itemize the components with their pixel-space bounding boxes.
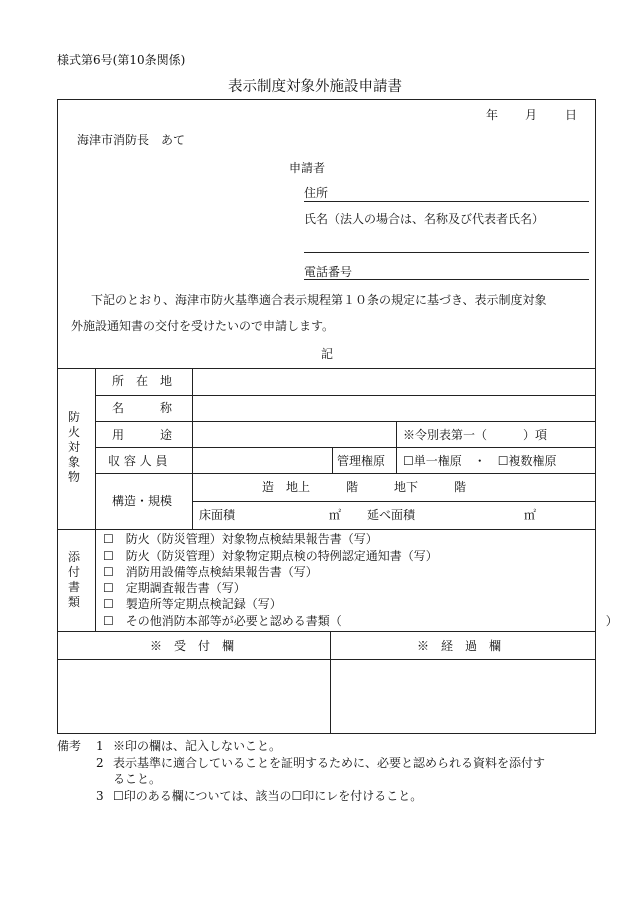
attachment-item-label: 定期調査報告書（写）	[125, 581, 246, 595]
checkbox-icon[interactable]: ☐	[103, 597, 114, 611]
remark-text-continued: ること。	[113, 772, 162, 786]
use-label: 用 途	[112, 428, 173, 442]
document-title: 表示制度対象外施設申請書	[228, 79, 402, 95]
attachments-label: 添付書類	[67, 550, 80, 609]
attach-label-divider	[95, 529, 96, 632]
structure-label: 構造・規模	[112, 494, 173, 508]
attachment-item[interactable]	[103, 533, 378, 545]
name-field-line[interactable]	[304, 252, 589, 253]
progress-header: ※ 経 過 欄	[417, 639, 502, 653]
progress-field[interactable]	[331, 660, 595, 733]
occupants-label: 収 容 人 員	[108, 454, 168, 468]
remarks-label: 備考	[57, 739, 82, 753]
date-day[interactable]: 日	[565, 108, 578, 122]
floor-area-label: 床面積	[199, 508, 236, 522]
row-line	[95, 395, 596, 396]
address-label: 住所	[304, 186, 329, 200]
phone-label: 電話番号	[304, 265, 353, 279]
attachment-item[interactable]	[103, 582, 246, 594]
attachment-item[interactable]	[103, 566, 318, 578]
body-text-line1: 下記のとおり、海津市防火基準適合表示規程第１０条の規定に基づき、表示制度対象	[91, 293, 547, 307]
checkbox-icon[interactable]: ☐	[103, 581, 114, 595]
attachment-item[interactable]	[103, 598, 282, 610]
row-line	[95, 421, 596, 422]
authority-options[interactable]: ☐単一権原 ・ ☐複数権原	[403, 454, 557, 468]
cell-divider	[396, 421, 397, 473]
reception-header: ※ 受 付 欄	[150, 639, 235, 653]
attachment-item-label: 防火（防災管理）対象物定期点検の特例認定通知書（写）	[125, 549, 438, 563]
structure-detail: 造 地上 階 地下 階	[262, 480, 467, 494]
row-line	[192, 501, 596, 502]
date-month[interactable]: 月	[525, 108, 538, 122]
fire-label-divider	[95, 368, 96, 530]
total-area-label: 延べ面積	[367, 508, 416, 522]
attachment-item-label: 防火（防災管理）対象物点検結果報告書（写）	[125, 532, 378, 546]
address-field-line[interactable]	[304, 201, 589, 202]
floor-area-unit: ㎡	[329, 508, 342, 522]
attachment-item[interactable]	[103, 615, 618, 627]
remark-text: ※印の欄は、記入しないこと。	[113, 739, 282, 753]
form-code: 様式第6号(第10条関係)	[57, 53, 186, 67]
checkbox-icon[interactable]: ☐	[103, 549, 114, 563]
remark-text: ☐印のある欄については、該当の☐印にレを付けること。	[113, 789, 423, 803]
remark-number: 3	[96, 789, 104, 803]
row-label-divider	[192, 368, 193, 530]
name-label: 氏名（法人の場合は、名称及び代表者氏名）	[304, 212, 545, 226]
reception-field[interactable]	[58, 660, 329, 733]
use-note: ※令別表第一（ ）項	[403, 428, 548, 442]
checkbox-icon[interactable]: ☐	[103, 565, 114, 579]
applicant-label: 申請者	[289, 161, 326, 175]
total-area-unit: ㎡	[524, 508, 537, 522]
remark-number: 1	[96, 739, 104, 753]
attachment-item-label: その他消防本部等が必要と認める書類（ ）	[125, 614, 618, 628]
addressee: 海津市消防長 あて	[77, 133, 186, 147]
ki-heading: 記	[321, 347, 334, 361]
row-line	[95, 473, 596, 474]
location-label: 所 在 地	[112, 374, 173, 388]
phone-field-line[interactable]	[304, 279, 589, 280]
row-line	[95, 447, 596, 448]
checkbox-icon[interactable]: ☐	[103, 532, 114, 546]
remark-text: 表示基準に適合していることを証明するために、必要と認められる資料を添付す	[113, 756, 546, 770]
name-row-label: 名 称	[112, 401, 173, 415]
cell-divider	[332, 447, 333, 473]
checkbox-icon[interactable]: ☐	[103, 614, 114, 628]
date-year[interactable]: 年	[486, 108, 499, 122]
authority-label: 管理権原	[337, 454, 386, 468]
attachment-item[interactable]	[103, 550, 438, 562]
attachment-item-label: 消防用設備等点検結果報告書（写）	[125, 565, 318, 579]
fire-object-label: 防火対象物	[67, 410, 80, 484]
attachment-item-label: 製造所等定期点検記録（写）	[125, 597, 282, 611]
body-text-line2: 外施設通知書の交付を受けたいので申請します。	[71, 319, 335, 333]
remark-number: 2	[96, 756, 104, 770]
